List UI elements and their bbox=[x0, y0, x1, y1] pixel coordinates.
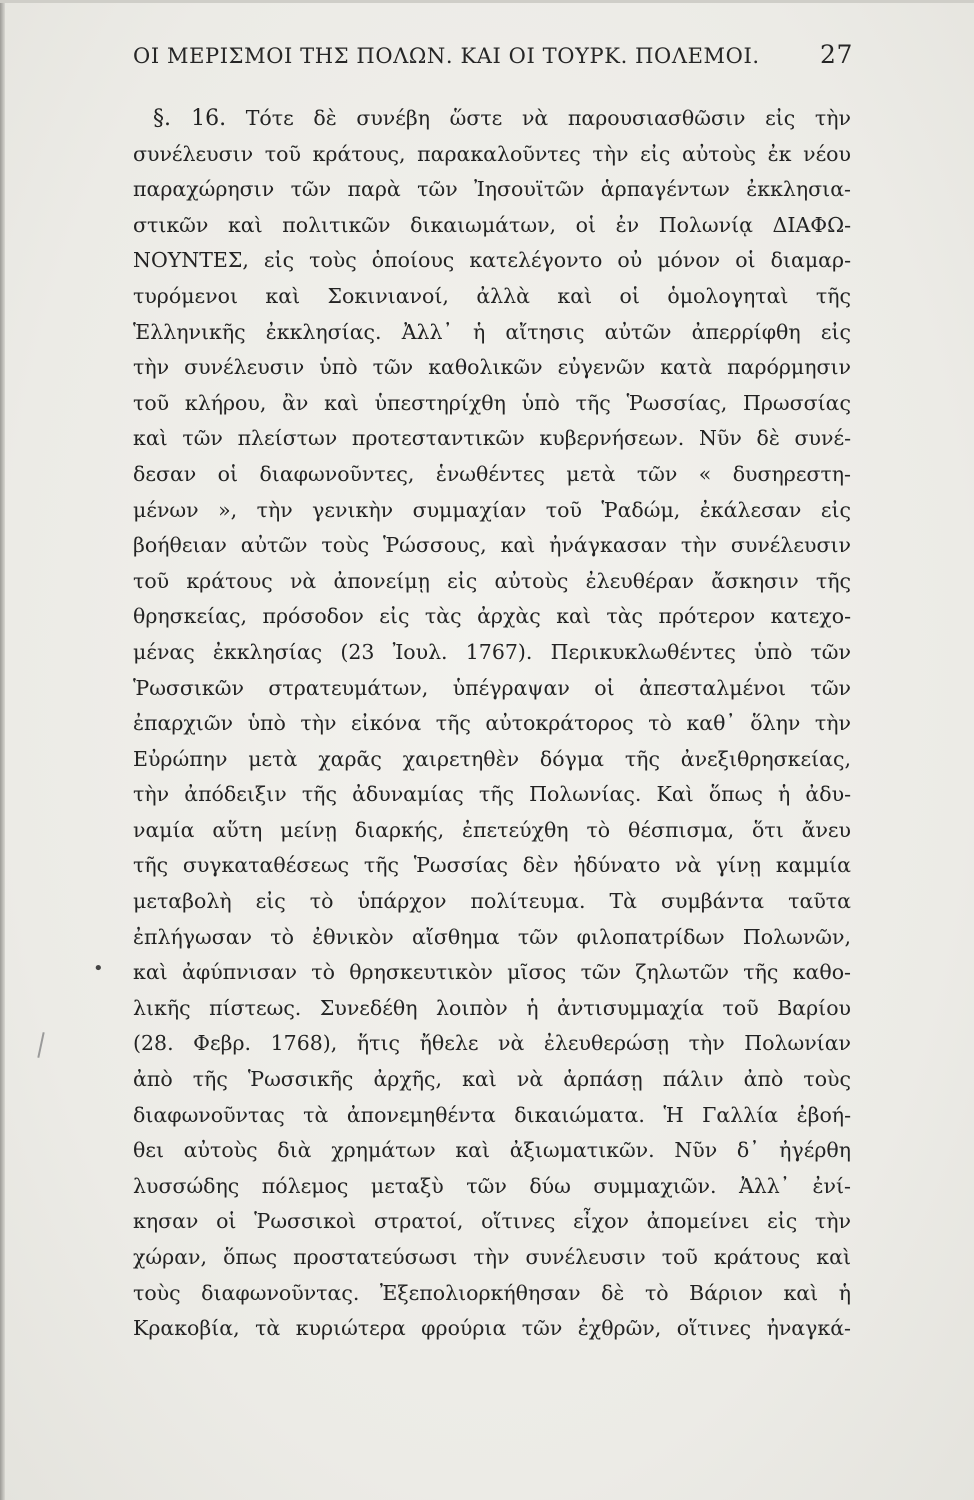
page-number: 27 bbox=[819, 40, 853, 69]
text-line: Ἑλληνικῆς ἐκκλησίας. Ἀλλ᾽ ἡ αἴτησις αὐτῶν ἀπερρίφθη εἰς bbox=[133, 319, 851, 344]
text-line: τυρόμενοι καὶ Σοκινιανοί, ἀλλὰ καὶ οἱ ὁμολογηταὶ τῆς bbox=[133, 283, 851, 308]
text-line: ἀπὸ τῆς Ῥωσσικῆς ἀρχῆς, καὶ νὰ ἁρπάσῃ πάλιν ἀπὸ τοὺς bbox=[133, 1067, 851, 1092]
text-line: χώραν, ὅπως προστατεύσωσι τὴν συνέλευσιν τοῦ κράτους καὶ bbox=[133, 1245, 851, 1269]
page-top-edge bbox=[0, 0, 974, 3]
text-line: Ῥωσσικῶν στρατευμάτων, ὑπέγραψαν οἱ ἀπεσταλμένοι τῶν bbox=[133, 675, 851, 700]
pencil-mark bbox=[37, 1032, 44, 1058]
text-line: μεταβολὴ εἰς τὸ ὑπάρχον πολίτευμα. Τὰ συμβάντα ταῦτα bbox=[133, 889, 851, 914]
text-line: τῆς συγκαταθέσεως τῆς Ῥωσσίας δὲν ἠδύνατο νὰ γίνῃ καμμία bbox=[133, 853, 851, 878]
text-line: βοήθειαν αὐτῶν τοὺς Ῥώσσους, καὶ ἠνάγκασαν τὴν συνέλευσιν bbox=[133, 533, 851, 558]
text-line: τὴν συνέλευσιν ὑπὸ τῶν καθολικῶν εὐγενῶν κατὰ παρόρμησιν bbox=[133, 355, 851, 380]
text-line: ΝΟΥΝΤΕΣ, εἰς τοὺς ὁποίους κατελέγοντο οὐ μόνον οἱ διαμαρ- bbox=[133, 248, 851, 273]
text-line: ναμία αὕτη μείνῃ διαρκής, ἐπετεύχθη τὸ θέσπισμα, ὅτι ἄνευ bbox=[133, 817, 851, 842]
text-line: μένας ἐκκλησίας (23 Ἰουλ. 1767). Περικυκλωθέντες ὑπὸ τῶν bbox=[133, 639, 851, 664]
text-line: κησαν οἱ Ῥωσσικοὶ στρατοί, οἵτινες εἶχον ἀπομείνει εἰς τὴν bbox=[133, 1209, 851, 1234]
text-line: (28. Φεβρ. 1768), ἥτις ἤθελε νὰ ἐλευθερώσῃ τὴν Πολωνίαν bbox=[133, 1031, 851, 1056]
text-line: δεσαν οἱ διαφωνοῦντες, ἑνωθέντες μετὰ τῶν « δυσηρεστη- bbox=[133, 461, 851, 486]
section-marker: §. 16. bbox=[153, 106, 227, 131]
text-line: καὶ ἀφύπνισαν τὸ θρησκευτικὸν μῖσος τῶν ζηλωτῶν τῆς καθο- bbox=[133, 960, 851, 985]
text-line: διαφωνοῦντας τὰ ἀπονεμηθέντα δικαιώματα. Ἡ Γαλλία ἐβοή- bbox=[133, 1102, 851, 1127]
text-line: τοὺς διαφωνοῦντας. Ἐξεπολιορκήθησαν δὲ τὸ Βάριον καὶ ἡ bbox=[133, 1280, 851, 1305]
text-line: τὴν ἀπόδειξιν τῆς ἀδυναμίας τῆς Πολωνίας. Καὶ ὅπως ἡ ἀδυ- bbox=[133, 782, 851, 807]
section-16-text bbox=[133, 101, 851, 1347]
running-title: ΟΙ ΜΕΡΙΣΜΟΙ ΤΗΣ ΠΟΛΩΝ. ΚΑΙ ΟΙ ΤΟΥΡΚ. ΠΟΛΕΜΟΙ. bbox=[133, 44, 760, 68]
page-left-edge bbox=[0, 0, 5, 1500]
running-header bbox=[133, 40, 853, 80]
text-line: ἐπλήγωσαν τὸ ἐθνικὸν αἴσθημα τῶν φιλοπατρίδων Πολωνῶν, bbox=[133, 924, 851, 949]
margin-mark: • bbox=[93, 958, 104, 979]
text-line: θρησκείας, πρόσοδον εἰς τὰς ἀρχὰς καὶ τὰς πρότερον κατεχο- bbox=[133, 604, 851, 629]
text-line: καὶ τῶν πλείστων προτεσταντικῶν κυβερνήσεων. Νῦν δὲ συνέ- bbox=[133, 426, 851, 451]
text-line: τοῦ κλήρου, ἂν καὶ ὑπεστηρίχθη ὑπὸ τῆς Ῥωσσίας, Πρωσσίας bbox=[133, 390, 851, 415]
text-line: θει αὐτοὺς διὰ χρημάτων καὶ ἀξιωματικῶν. Νῦν δ᾽ ἠγέρθη bbox=[133, 1138, 851, 1163]
text-line: τοῦ κράτους νὰ ἀπονείμῃ εἰς αὐτοὺς ἐλευθέραν ἄσκησιν τῆς bbox=[133, 568, 851, 593]
text-line: Κρακοβία, τὰ κυριώτερα φρούρια τῶν ἐχθρῶν, οἵτινες ἠναγκά- bbox=[133, 1316, 851, 1341]
text-line: λυσσώδης πόλεμος μεταξὺ τῶν δύω συμμαχιῶν. Ἀλλ᾽ ἐνί- bbox=[133, 1173, 851, 1198]
text-line: συνέλευσιν τοῦ κράτους, παρακαλοῦντες τὴν εἰς αὐτοὺς ἐκ νέου bbox=[133, 141, 851, 166]
text-line: ἐπαρχιῶν ὑπὸ τὴν εἰκόνα τῆς αὐτοκράτορος τὸ καθ᾽ ὅλην τὴν bbox=[133, 711, 851, 736]
text-line: στικῶν καὶ πολιτικῶν δικαιωμάτων, οἱ ἐν Πολωνίᾳ ΔΙΑΦΩ- bbox=[133, 212, 851, 237]
text-line: λικῆς πίστεως. Συνεδέθη λοιπὸν ἡ ἀντισυμμαχία τοῦ Βαρίου bbox=[133, 995, 851, 1020]
text-line: μένων », τὴν γενικὴν συμμαχίαν τοῦ Ῥαδώμ, ἐκάλεσαν εἰς bbox=[133, 497, 851, 522]
text-line: §. 16. Τότε δὲ συνέβη ὥστε νὰ παρουσιασθῶσιν εἰς τὴν bbox=[153, 106, 851, 131]
text-line: Εὐρώπην μετὰ χαρᾶς χαιρετηθὲν δόγμα τῆς ἀνεξιθρησκείας, bbox=[133, 746, 851, 771]
text-line: παραχώρησιν τῶν παρὰ τῶν Ἰησουϊτῶν ἁρπαγέντων ἐκκλησια- bbox=[133, 177, 851, 202]
